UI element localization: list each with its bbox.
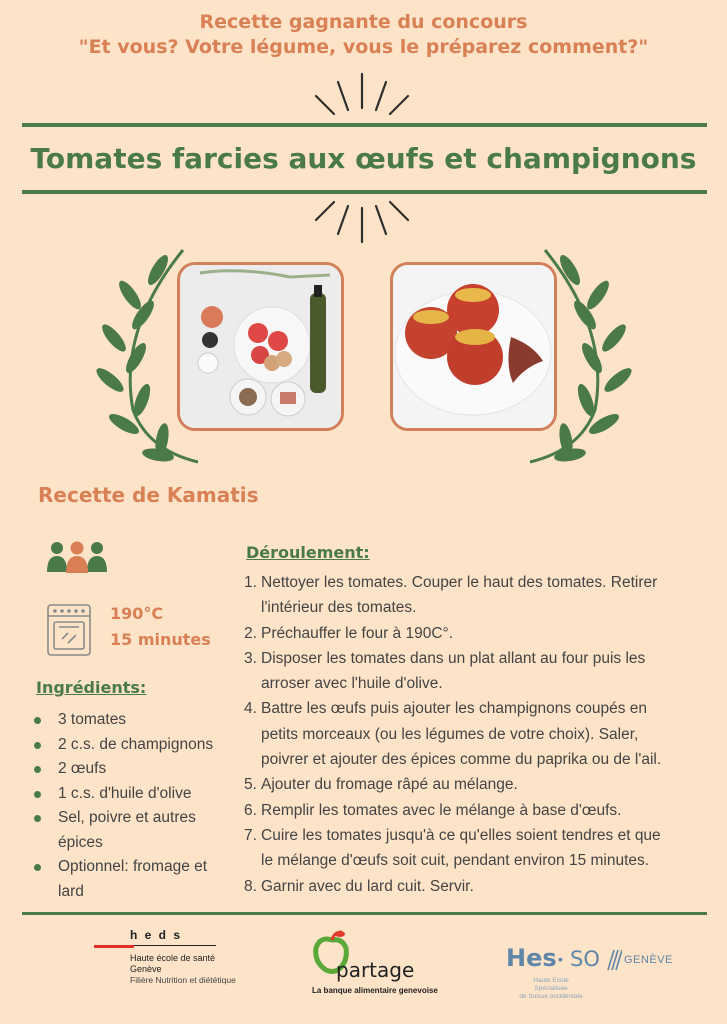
hesso-line-2: de Suisse occidentale [519, 993, 583, 1000]
recipe-title: Tomates farcies aux œufs et champignons [30, 142, 697, 175]
heds-red-bar [94, 945, 134, 948]
ingredient-item: Sel, poivre et autres [28, 806, 238, 831]
sunburst-icon-top [306, 70, 418, 118]
hesso-dot: • [558, 951, 563, 967]
step-text-line: l'intérieur des tomates. [261, 599, 417, 617]
step-number: 4. [244, 700, 257, 718]
ingredients-photo [177, 262, 344, 431]
step-text-line: Remplir les tomates avec le mélange à base d'œufs. [261, 801, 622, 819]
step-text-line: Nettoyer les tomates. Couper le haut des tomates. Retirer [261, 574, 658, 591]
step-number: 6. [244, 801, 257, 819]
partage-logo-text: partage [336, 958, 415, 982]
divider-top [22, 123, 707, 127]
step-number: 7. [244, 826, 257, 844]
step-item [244, 621, 714, 646]
step-item [244, 646, 714, 697]
step-number: 5. [244, 776, 257, 794]
step-text-line: le mélange d'œufs soit cuit, pendant environ 15 minutes. [261, 852, 650, 870]
step-number: 1. [244, 574, 257, 591]
hesso-logo-hes: Hes [506, 944, 557, 972]
heds-line-3: Filière Nutrition et diététique [130, 975, 236, 985]
step-text-line: arroser avec l'huile d'olive. [261, 675, 443, 693]
ingredient-item: 3 tomates [28, 708, 238, 733]
ingredient-item: 2 œufs [28, 757, 238, 782]
oven-icon [46, 603, 92, 657]
recipe-author: Recette de Kamatis [38, 483, 259, 507]
step-number: 8. [244, 877, 257, 895]
step-text-line: Disposer les tomates dans un plat allant au four puis les [261, 649, 646, 667]
hesso-logo-geneve: GENÈVE [624, 954, 673, 966]
step-text-line: petits morceaux (ou les légumes de votre choix). Saler, [261, 725, 639, 743]
contest-line-2: "Et vous? Votre légume, vous le préparez comment?" [78, 36, 649, 58]
step-item [244, 696, 714, 772]
step-text-line: Cuire les tomates jusqu'à ce qu'elles soient tendres et que [261, 826, 661, 844]
ingredient-item: lard [58, 882, 84, 900]
step-text-line: Préchauffer le four à 190C°. [261, 624, 454, 642]
oven-duration: 15 minutes [110, 630, 211, 649]
heds-logo-text: h e d s [130, 928, 183, 942]
steps-heading: Déroulement: [246, 543, 370, 562]
partage-tagline: La banque alimentaire genevoise [312, 986, 438, 995]
partage-logo [312, 930, 438, 1000]
step-item [244, 798, 714, 823]
step-item [244, 874, 714, 899]
oven-temperature: 190°C [110, 604, 164, 623]
step-number: 3. [244, 649, 257, 667]
ingredient-item: 2 c.s. de champignons [28, 733, 238, 758]
divider-bottom [22, 190, 707, 194]
hesso-slashes-icon [600, 948, 622, 972]
step-text-line: Battre les œufs puis ajouter les champignons coupés en [261, 700, 647, 718]
contest-header [0, 10, 727, 60]
step-item [244, 772, 714, 797]
contest-line-1: Recette gagnante du concours [199, 11, 528, 33]
step-number: 2. [244, 624, 257, 642]
people-icon [46, 540, 108, 574]
ingredient-item: Optionnel: fromage et [28, 855, 238, 880]
dish-photo [390, 262, 557, 431]
step-text-line: Ajouter du fromage râpé au mélange. [261, 776, 518, 794]
steps-list [244, 570, 714, 899]
hesso-logo [506, 944, 686, 1000]
ingredients-list [28, 708, 238, 904]
hesso-line-1: Haute Ecole Spécialisée [533, 977, 569, 992]
oven-settings [110, 601, 211, 653]
step-text-line: poivrer et ajouter des épices comme du paprika ou de l'ail. [261, 751, 662, 769]
ingredient-item: épices [58, 833, 103, 851]
divider-footer [22, 912, 707, 915]
sunburst-icon-bottom [306, 198, 418, 246]
heds-line-1: Haute école de santé [130, 953, 216, 963]
hesso-logo-so: SO [570, 947, 600, 971]
ingredient-item: 1 c.s. d'huile d'olive [28, 782, 238, 807]
heds-line-2: Genève [130, 964, 162, 974]
ingredients-heading: Ingrédients: [36, 678, 147, 697]
step-item [244, 570, 714, 621]
heds-black-bar [134, 945, 216, 946]
step-item [244, 823, 714, 874]
step-text-line: Garnir avec du lard cuit. Servir. [261, 877, 474, 895]
